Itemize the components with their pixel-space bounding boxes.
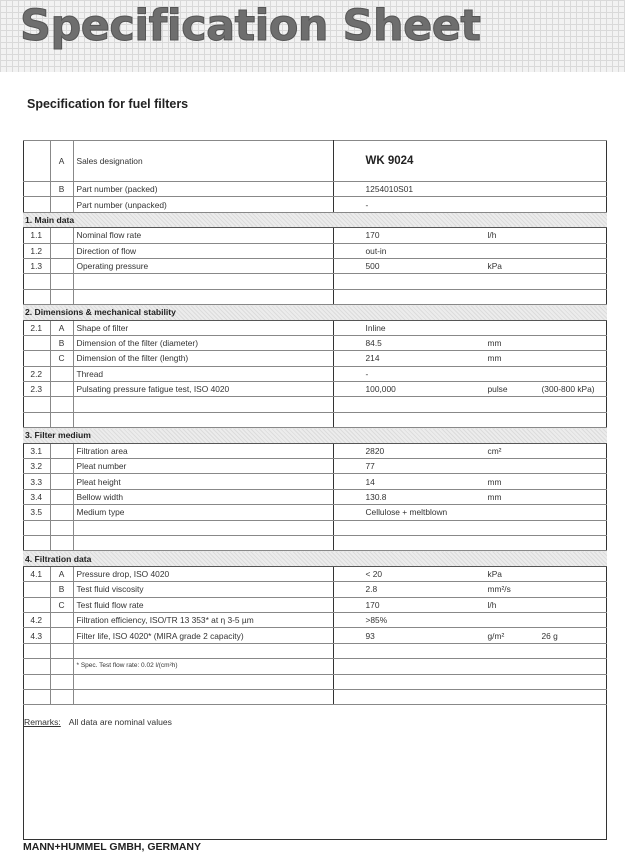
table-row — [23, 412, 607, 427]
table-row — [23, 643, 607, 658]
table-row: 1.1 Nominal flow rate 170 l/h — [23, 228, 607, 243]
page-title: Specification Sheet — [20, 1, 481, 51]
footnote: * Spec. Test flow rate: 0.02 l/(cm²h) — [73, 659, 333, 674]
table-row — [23, 397, 607, 412]
section-header: 4. Filtration data — [23, 551, 607, 566]
table-row: 4.2 Filtration efficiency, ISO/TR 13 353* at η 3-5 µm >85% — [23, 612, 607, 627]
section-header: 1. Main data — [23, 212, 607, 227]
table-row: C Dimension of the filter (length) 214 mm — [23, 351, 607, 366]
table-row: B Dimension of the filter (diameter) 84.5 mm — [23, 335, 607, 350]
table-row: 2.1 A Shape of filter Inline — [23, 320, 607, 335]
table-row: 3.5 Medium type Cellulose + meltblown — [23, 505, 607, 520]
table-row: 4.3 Filter life, ISO 4020* (MIRA grade 2 capacity) 93 g/m² 26 g — [23, 628, 607, 643]
unit: l/h — [487, 230, 497, 241]
unit: mm²/s — [487, 584, 511, 595]
table-row: 2.3 Pulsating pressure fatigue test, ISO 4020 100,000 pulse (300-800 kPa) — [23, 382, 607, 397]
unit: g/m² — [487, 630, 505, 641]
table-row: 2.2 Thread - — [23, 366, 607, 381]
table-row — [23, 535, 607, 550]
label: Sales designation — [73, 141, 333, 182]
table-row: A Sales designation WK 9024 — [23, 141, 607, 182]
unit: mm — [487, 338, 502, 349]
section-header: 2. Dimensions & mechanical stability — [23, 305, 607, 320]
extra-value: 26 g — [541, 630, 558, 641]
remarks — [24, 717, 172, 727]
table-row — [23, 274, 607, 289]
table-row: 1.2 Direction of flow out-in — [23, 243, 607, 258]
remarks-text: All data are nominal values — [68, 717, 172, 727]
table-row: 1.3 Operating pressure 500 kPa — [23, 258, 607, 273]
table-row: 4.1 A Pressure drop, ISO 4020 < 20 kPa — [23, 566, 607, 581]
table-row — [23, 674, 607, 689]
spec-table — [23, 140, 607, 705]
table-row — [23, 659, 607, 674]
sales-designation-value: WK 9024 — [333, 141, 607, 182]
footer-company: MANN+HUMMEL GMBH, GERMANY — [23, 841, 202, 853]
unit: mm — [487, 353, 502, 364]
header-band — [0, 0, 625, 72]
unit: l/h — [487, 599, 497, 610]
unit: kPa — [487, 568, 502, 579]
table-row: 3.4 Bellow width 130.8 mm — [23, 489, 607, 504]
table-row: 3.3 Pleat height 14 mm — [23, 474, 607, 489]
unit: pulse — [487, 384, 508, 395]
table-row — [23, 689, 607, 704]
table-row: C Test fluid flow rate 170 l/h — [23, 597, 607, 612]
unit: cm² — [487, 445, 502, 456]
section-header: 3. Filter medium — [23, 428, 607, 443]
table-row: B Part number (packed) 1254010S01 — [23, 182, 607, 197]
extra-value: (300-800 kPa) — [541, 384, 595, 395]
unit: mm — [487, 476, 502, 487]
table-row — [23, 520, 607, 535]
subtitle: Specification for fuel filters — [27, 97, 189, 111]
unit: kPa — [487, 261, 502, 272]
table-row — [23, 289, 607, 304]
table-row: B Test fluid viscosity 2.8 mm²/s — [23, 582, 607, 597]
remarks-label: Remarks: — [24, 717, 61, 727]
unit: mm — [487, 492, 502, 502]
table-row: Part number (unpacked) - — [23, 197, 607, 212]
table-row: 3.1 Filtration area 2820 cm² — [23, 443, 607, 458]
table-row: 3.2 Pleat number 77 — [23, 459, 607, 474]
